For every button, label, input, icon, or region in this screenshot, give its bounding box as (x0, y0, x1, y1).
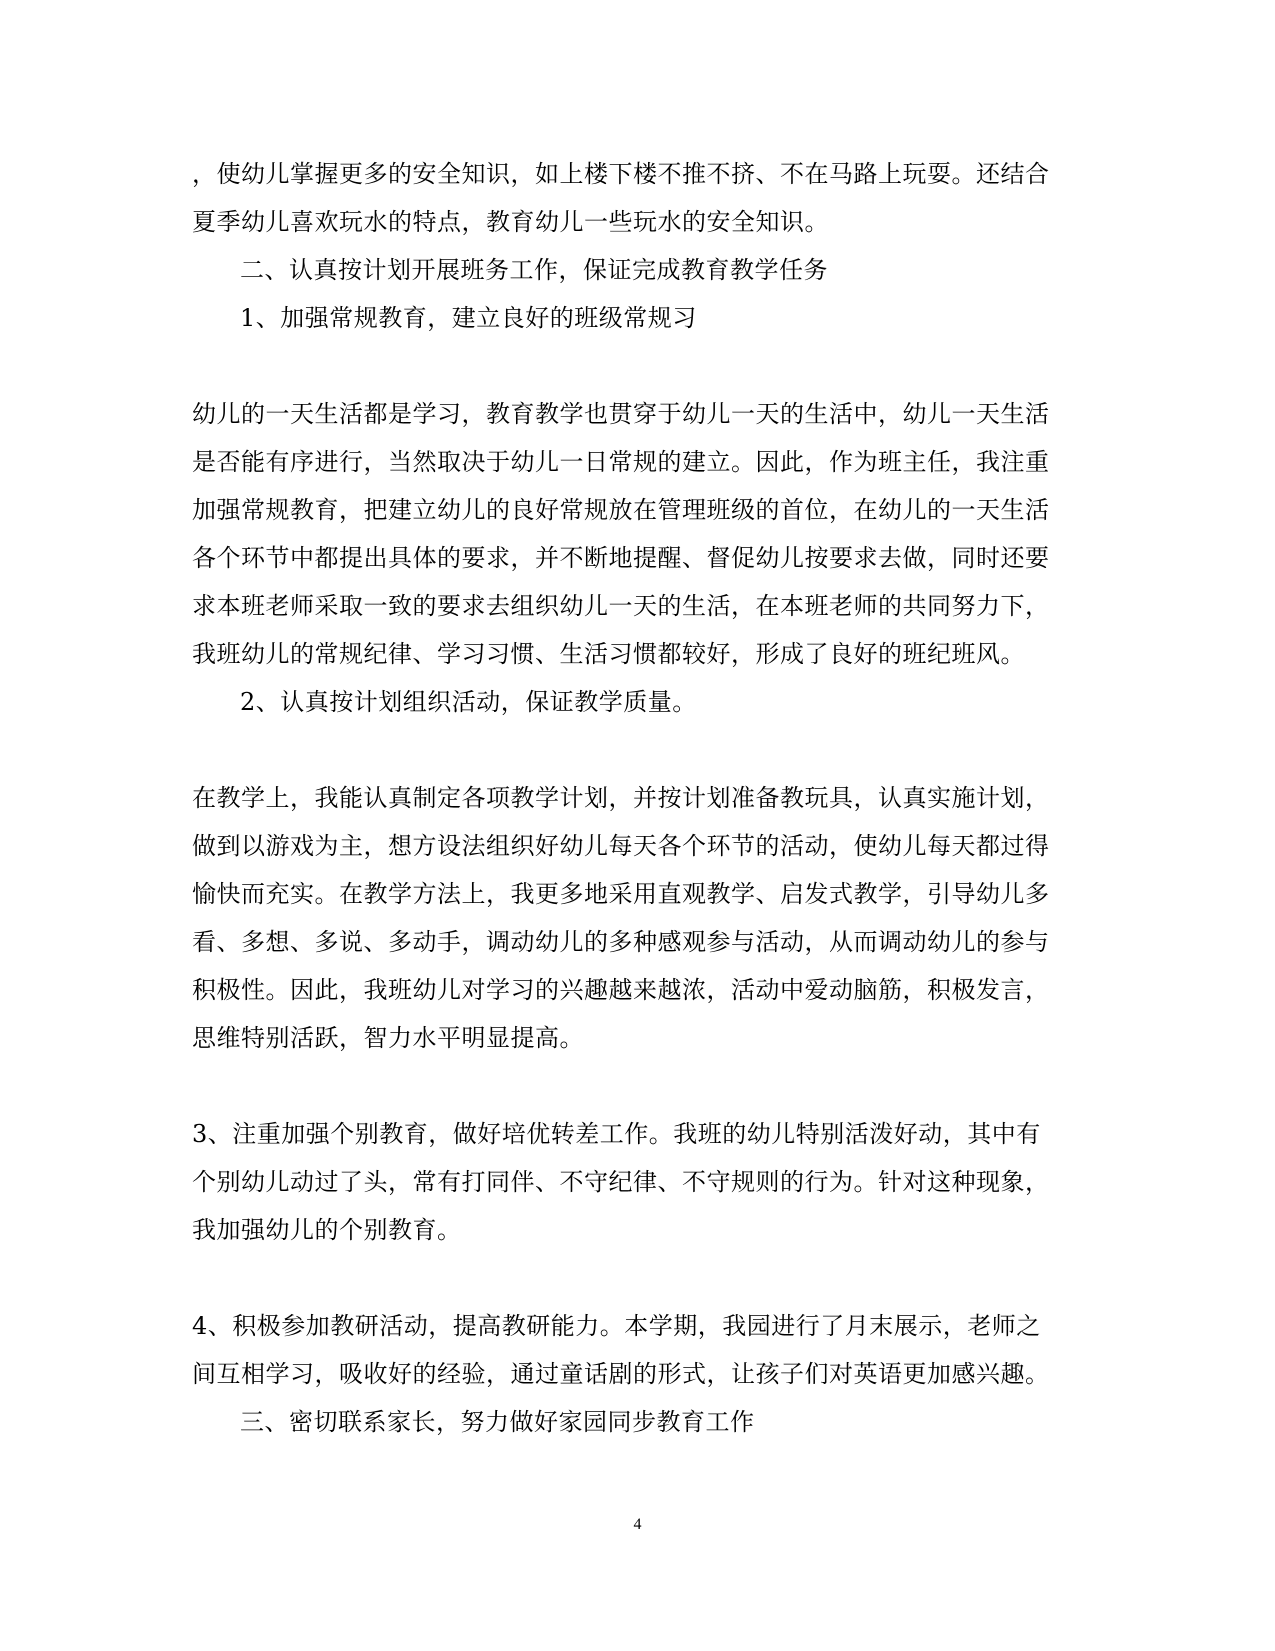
body-line: 是否能有序进行，当然取决于幼儿一日常规的建立。因此，作为班主任，我注重 (192, 448, 1050, 476)
body-line: 间互相学习，吸收好的经验，通过童话剧的形式，让孩子们对英语更加感兴趣。 (192, 1360, 1050, 1388)
body-line: 在教学上，我能认真制定各项教学计划，并按计划准备教玩具，认真实施计划， (192, 784, 1050, 812)
body-line: 4、积极参加教研活动，提高教研能力。本学期，我园进行了月末展示，老师之 (192, 1312, 1041, 1340)
body-line: 夏季幼儿喜欢玩水的特点，教育幼儿一些玩水的安全知识。 (192, 208, 829, 236)
paragraph-gap (192, 1062, 1072, 1110)
section-heading-2: 二、认真按计划开展班务工作，保证完成教育教学任务 (240, 256, 828, 284)
subsection-heading-2: 2、认真按计划组织活动，保证教学质量。 (240, 688, 697, 716)
body-line: 个别幼儿动过了头，常有打同伴、不守纪律、不守规则的行为。针对这种现象， (192, 1168, 1050, 1196)
body-line: 加强常规教育，把建立幼儿的良好常规放在管理班级的首位，在幼儿的一天生活 (192, 496, 1050, 524)
paragraph-gap (192, 342, 1072, 390)
document-body (192, 150, 1072, 1446)
body-line: 积极性。因此，我班幼儿对学习的兴趣越来越浓，活动中爱动脑筋，积极发言， (192, 976, 1050, 1004)
section-heading-3: 三、密切联系家长，努力做好家园同步教育工作 (240, 1408, 755, 1436)
body-line: 幼儿的一天生活都是学习，教育教学也贯穿于幼儿一天的生活中，幼儿一天生活 (192, 400, 1050, 428)
body-line: 求本班老师采取一致的要求去组织幼儿一天的生活，在本班老师的共同努力下， (192, 592, 1050, 620)
paragraph-gap (192, 1254, 1072, 1302)
body-line: 愉快而充实。在教学方法上，我更多地采用直观教学、启发式教学，引导幼儿多 (192, 880, 1050, 908)
body-line: 我加强幼儿的个别教育。 (192, 1216, 462, 1244)
body-line: 看、多想、多说、多动手，调动幼儿的多种感观参与活动，从而调动幼儿的参与 (192, 928, 1050, 956)
body-line: 3、注重加强个别教育，做好培优转差工作。我班的幼儿特别活泼好动，其中有 (192, 1120, 1041, 1148)
subsection-heading-1: 1、加强常规教育，建立良好的班级常规习 (240, 304, 697, 332)
page-number: 4 (633, 1516, 642, 1533)
body-line: 我班幼儿的常规纪律、学习习惯、生活习惯都较好，形成了良好的班纪班风。 (192, 640, 1025, 668)
body-line: 做到以游戏为主，想方设法组织好幼儿每天各个环节的活动，使幼儿每天都过得 (192, 832, 1050, 860)
body-line: 思维特别活跃，智力水平明显提高。 (192, 1024, 584, 1052)
paragraph-gap (192, 726, 1072, 774)
body-line: 各个环节中都提出具体的要求，并不断地提醒、督促幼儿按要求去做，同时还要 (192, 544, 1050, 572)
body-line: ，使幼儿掌握更多的安全知识，如上楼下楼不推不挤、不在马路上玩耍。还结合 (192, 160, 1050, 188)
